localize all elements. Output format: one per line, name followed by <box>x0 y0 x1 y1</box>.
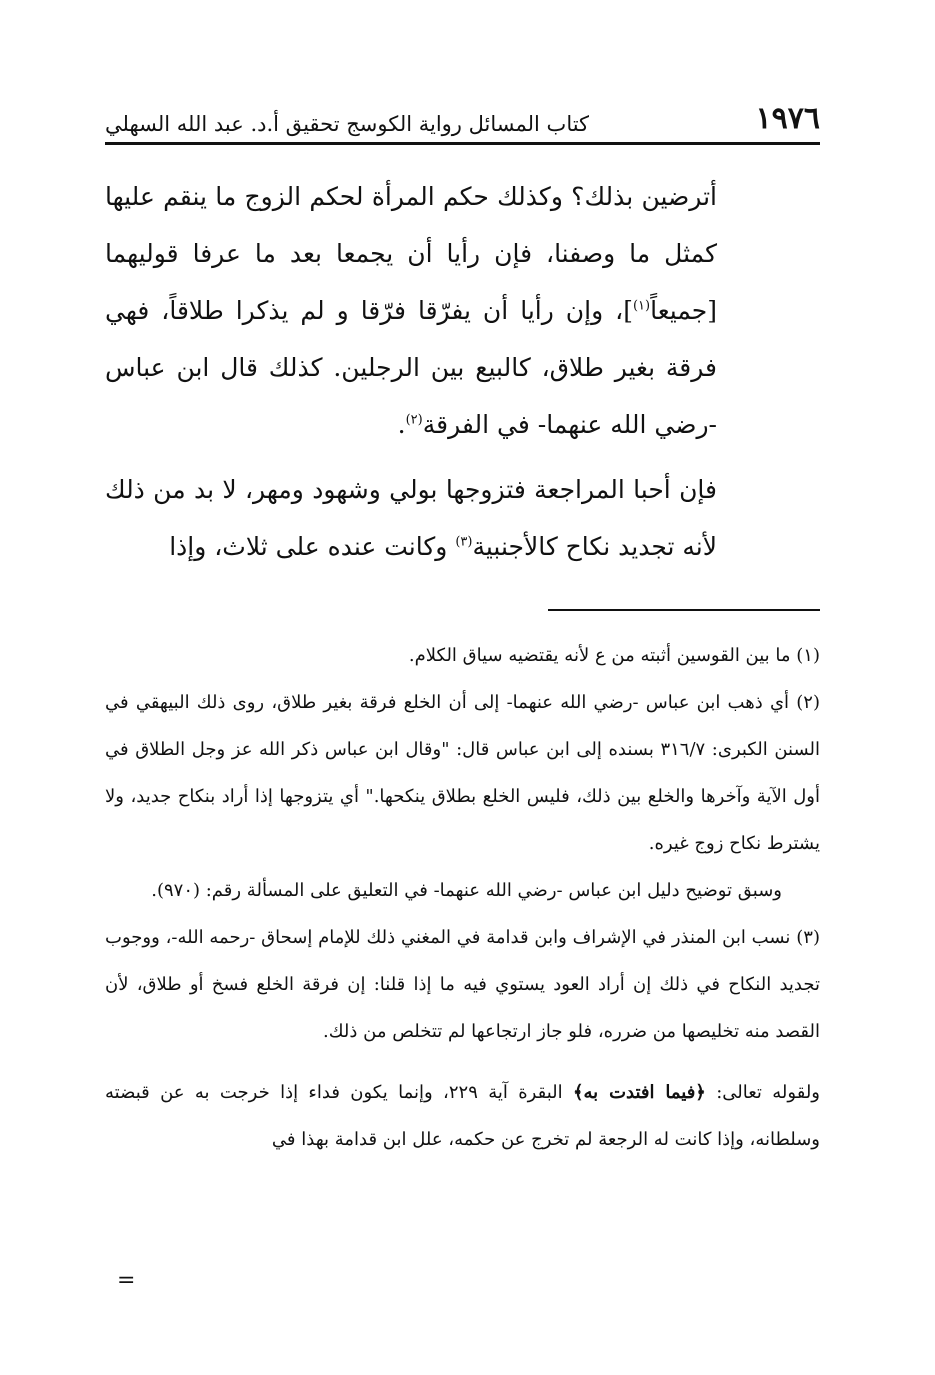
running-title: كتاب المسائل رواية الكوسج تحقيق أ.د. عبد الله السهلي <box>105 112 590 136</box>
footnote-1 <box>105 632 820 679</box>
footnote-text: ما بين القوسين أثبته من ع لأنه يقتضيه سياق الكلام. <box>408 645 791 666</box>
main-paragraph: أترضين بذلك؟ وكذلك حكم المرأة لحكم الزوج ما ينقم عليها كمثل ما وصفنا، فإن رأيا أن يجمعا بعد ما عرفا قوليهما [جميعاً$^{(١)}$]، وإن رأيا أن يفرّقا فرّقا و لم يذكرا طلاقاً، فهي فرقة بغير طلاق، كالبيع بين الرجلين. كذلك قال ابن عباس -رضي الله عنهما- في الفرقة$^{(٢)}$. <box>105 182 717 439</box>
footnote-2 <box>105 679 820 867</box>
header-rule <box>105 142 820 145</box>
continuation-mark: = <box>117 1268 136 1293</box>
footnote-separator <box>548 609 820 611</box>
footnote-number: (١) <box>796 645 820 666</box>
quran-quote: ﴿فيما افتدت به﴾ <box>572 1082 706 1103</box>
main-paragraph: فإن أحبا المراجعة فتزوجها بولي وشهود ومهر، لا بد من ذلك لأنه تجديد نكاح كالأجنبية$^{(٣)}$ وكانت عنده على ثلاث، وإذا <box>105 475 717 561</box>
footnote-number: (٣) <box>796 927 820 948</box>
page-header <box>105 92 820 136</box>
footnote-3-continuation: ولقوله تعالى: ﴿فيما افتدت به﴾ البقرة آية ٢٢٩، وإنما يكون فداء إذا خرجت به عن قبضته وسلطانه، وإذا كانت له الرجعة لم تخرج عن حكمه، علل ابن قدامة بهذا في <box>105 1082 820 1150</box>
footnotes <box>105 632 820 1163</box>
footnote-ref: (٣) <box>455 534 473 550</box>
page-number: ١٩٧٦ <box>755 101 820 136</box>
footnote-2-continuation: وسبق توضيح دليل ابن عباس -رضي الله عنهما- في التعليق على المسألة رقم: (٩٧٠). <box>151 880 782 901</box>
footnote-3 <box>105 914 820 1055</box>
footnote-text: نسب ابن المنذر في الإشراف وابن قدامة في المغني ذلك للإمام إسحاق -رحمه الله-، ووجوب تجديد النكاح في ذلك إن أراد العود يستوي فيه ما إذا قلنا: إن فرقة الخلع فسخ أو طلاق، لأن القصد منه تخليصها من ضرره، فلو جاز ارتجاعها لم تتخلص من ذلك. <box>105 927 820 1042</box>
footnote-number: (٢) <box>796 692 820 713</box>
footnote-text: أي ذهب ابن عباس -رضي الله عنهما- إلى أن الخلع فرقة بغير طلاق، روى ذلك البيهقي في السنن الكبرى: ٣١٦/٧ بسنده إلى ابن عباس قال: "وقال ابن عباس ذكر الله عز وجل الطلاق في أول الآية وآخرها والخلع بين ذلك، فليس الخلع بطلاق ينكحها." أي يتزوجها إذا أراد بنكاح جديد، ولا يشترط نكاح زوج غيره. <box>105 692 820 854</box>
main-text <box>105 168 717 575</box>
footnote-ref: (١) <box>632 298 651 314</box>
footnote-ref: (٢) <box>405 412 423 428</box>
